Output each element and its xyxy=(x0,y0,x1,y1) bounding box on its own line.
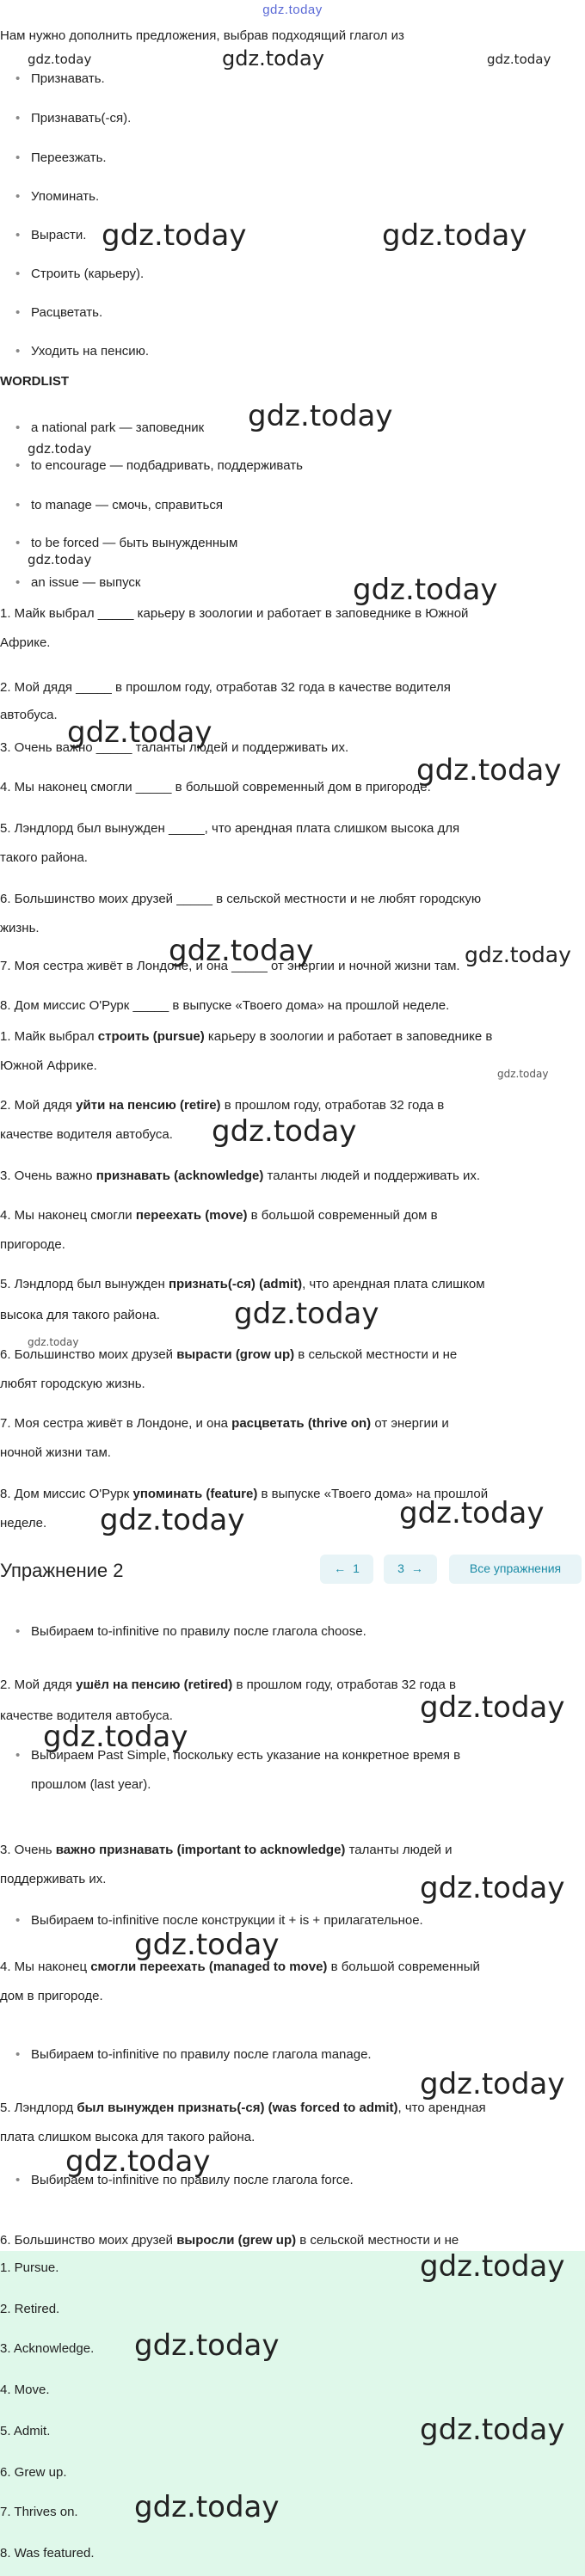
watermark: gdz.today xyxy=(399,1496,545,1530)
solution-line: 8. Дом миссис О'Рурк упоминать (feature) в выпуске «Твоего дома» на прошлой xyxy=(0,1487,489,1501)
solution-line: Южной Африке. xyxy=(0,1058,97,1073)
watermark: gdz.today xyxy=(28,441,92,457)
solution-line: 4. Мы наконец смогли переехать (move) в большой современный дом в xyxy=(0,1208,438,1223)
watermark: gdz.today xyxy=(100,1503,245,1537)
watermark: gdz.today xyxy=(420,2249,565,2284)
watermark: gdz.today xyxy=(420,2413,565,2447)
watermark: gdz.today xyxy=(420,1871,565,1905)
solution-line: любят городскую жизнь. xyxy=(0,1377,145,1391)
answer-item: 3. Acknowledge. xyxy=(0,2341,95,2356)
list-item: • a national park — заповедник xyxy=(31,418,204,438)
all-exercises-button[interactable] xyxy=(449,1555,582,1584)
answer-item: 8. Was featured. xyxy=(0,2546,95,2561)
arrow-left-icon: ← xyxy=(334,1561,347,1576)
solution-line: пригороде. xyxy=(0,1237,65,1252)
watermark: gdz.today xyxy=(67,715,212,750)
watermark: gdz.today xyxy=(134,2490,280,2524)
watermark: gdz.today xyxy=(420,2067,565,2101)
solution-line: 1. Майк выбрал строить (pursue) карьеру в зоологии и работает в заповеднике в xyxy=(0,1029,493,1044)
list-item: • Уходить на пенсию. xyxy=(31,341,149,361)
intro-text: Нам нужно дополнить предложения, выбрав подходящий глагол из xyxy=(0,28,404,43)
task-line: 4. Мы наконец смогли _____ в большой современный дом в пригороде. xyxy=(0,780,431,794)
watermark: gdz.today xyxy=(169,934,314,968)
site-logo[interactable]: gdz.today xyxy=(262,3,323,17)
watermark: gdz.today xyxy=(134,1928,280,1962)
list-item: • Упоминать. xyxy=(31,187,99,206)
answer-item: 6. Grew up. xyxy=(0,2465,67,2480)
explanation-line: 2. Мой дядя ушёл на пенсию (retired) в прошлом году, отработав 32 года в xyxy=(0,1677,457,1692)
list-item: • Строить (карьеру). xyxy=(31,264,144,284)
next-exercise-button[interactable] xyxy=(384,1555,437,1584)
list-item: • Признавать. xyxy=(31,69,105,89)
list-item: • Признавать(-ся). xyxy=(31,108,131,128)
watermark: gdz.today xyxy=(487,52,551,67)
explanation-line: 6. Большинство моих друзей выросли (grew up) в сельской местности и не xyxy=(0,2233,459,2248)
solution-line: 3. Очень важно признавать (acknowledge) таланты людей и поддерживать их. xyxy=(0,1168,481,1183)
watermark: gdz.today xyxy=(416,753,562,788)
solution-line: высока для такого района. xyxy=(0,1308,160,1322)
solution-line: 2. Мой дядя уйти на пенсию (retire) в прошлом году, отработав 32 года в xyxy=(0,1098,445,1113)
wordlist-title: WORDLIST xyxy=(0,374,69,389)
watermark: gdz.today xyxy=(234,1297,379,1331)
task-line: 3. Очень важно _____ таланты людей и поддерживать их. xyxy=(0,740,349,755)
watermark: gdz.today xyxy=(248,399,393,433)
watermark: gdz.today xyxy=(28,1336,79,1348)
solution-line: неделе. xyxy=(0,1516,47,1530)
task-line: Африке. xyxy=(0,635,51,650)
explanation-line: 5. Лэндлорд был вынужден признать(-ся) (was forced to admit), что арендная xyxy=(0,2101,486,2115)
task-line: 5. Лэндлорд был вынужден _____, что арендная плата слишком высока для xyxy=(0,821,460,836)
watermark: gdz.today xyxy=(28,552,92,567)
explanation-item: • Выбираем to-infinitive по правилу после глагола choose. xyxy=(31,1622,366,1641)
task-line: жизнь. xyxy=(0,921,40,935)
solution-line: 5. Лэндлорд был вынужден признать(-ся) (admit), что арендная плата слишком xyxy=(0,1277,485,1291)
list-item: • to encourage — подбадривать, поддерживать xyxy=(31,456,303,475)
watermark: gdz.today xyxy=(102,218,247,253)
prev-exercise-button[interactable] xyxy=(320,1555,373,1584)
answer-item: 5. Admit. xyxy=(0,2424,51,2438)
all-exercises-label: Все упражнения xyxy=(469,1561,562,1576)
explanation-line: дом в пригороде. xyxy=(0,1989,103,2003)
exercise-title: Упражнение 2 xyxy=(0,1560,124,1581)
solution-line: 7. Моя сестра живёт в Лондоне, и она расцветать (thrive on) от энергии и xyxy=(0,1416,449,1431)
watermark: gdz.today xyxy=(465,942,571,967)
explanation-line: 4. Мы наконец смогли переехать (managed to move) в большой современный xyxy=(0,1960,480,1974)
task-line: автобуса. xyxy=(0,708,58,722)
explanation-line: плата слишком высока для такого района. xyxy=(0,2130,256,2144)
explanation-line: 3. Очень важно признавать (important to acknowledge) таланты людей и xyxy=(0,1843,453,1857)
solution-line: качестве водителя автобуса. xyxy=(0,1127,173,1142)
solution-line: ночной жизни там. xyxy=(0,1445,111,1460)
explanation-item: • Выбираем to-infinitive после конструкции it + is + прилагательное. xyxy=(31,1911,423,1930)
watermark: gdz.today xyxy=(43,1720,188,1754)
task-line: 8. Дом миссис О'Рурк _____ в выпуске «Твоего дома» на прошлой неделе. xyxy=(0,998,450,1013)
watermark: gdz.today xyxy=(353,573,498,607)
arrow-right-icon: → xyxy=(410,1561,423,1576)
watermark: gdz.today xyxy=(222,46,324,71)
task-line: такого района. xyxy=(0,850,88,865)
answer-item: 1. Pursue. xyxy=(0,2260,59,2275)
watermark: gdz.today xyxy=(65,2144,211,2179)
solution-line: 6. Большинство моих друзей вырасти (grow up) в сельской местности и не xyxy=(0,1347,458,1362)
answer-item: 7. Thrives on. xyxy=(0,2505,78,2519)
watermark: gdz.today xyxy=(382,218,527,253)
list-item: • an issue — выпуск xyxy=(31,573,140,592)
explanation-line: прошлом (last year). xyxy=(31,1777,151,1792)
task-line: 2. Мой дядя _____ в прошлом году, отработав 32 года в качестве водителя xyxy=(0,680,451,695)
explanation-item: • Выбираем to-infinitive по правилу после глагола force. xyxy=(31,2170,354,2190)
task-line: 7. Моя сестра живёт в Лондоне, и она _____ от энергии и ночной жизни там. xyxy=(0,959,460,973)
list-item: • Вырасти. xyxy=(31,225,86,245)
prev-exercise-label: 1 xyxy=(353,1561,360,1576)
list-item: • to manage — смочь, справиться xyxy=(31,495,223,515)
task-line: 6. Большинство моих друзей _____ в сельской местности и не любят городскую xyxy=(0,892,482,906)
watermark: gdz.today xyxy=(134,2328,280,2363)
watermark: gdz.today xyxy=(28,52,92,67)
explanation-item: • Выбираем to-infinitive по правилу после глагола manage. xyxy=(31,2045,372,2064)
answer-item: 4. Move. xyxy=(0,2383,50,2397)
explanation-line: поддерживать их. xyxy=(0,1872,107,1886)
watermark: gdz.today xyxy=(212,1114,357,1149)
list-item: • Расцветать. xyxy=(31,303,102,322)
watermark: gdz.today xyxy=(497,1068,549,1080)
watermark: gdz.today xyxy=(420,1690,565,1725)
task-line: 1. Майк выбрал _____ карьеру в зоологии и работает в заповеднике в Южной xyxy=(0,606,469,621)
explanation-item: • Выбираем Past Simple, поскольку есть указание на конкретное время в xyxy=(31,1745,460,1765)
list-item: • Переезжать. xyxy=(31,148,107,168)
explanation-line: качестве водителя автобуса. xyxy=(0,1708,173,1723)
next-exercise-label: 3 xyxy=(397,1561,404,1576)
list-item: • to be forced — быть вынужденным xyxy=(31,533,237,553)
answer-item: 2. Retired. xyxy=(0,2302,60,2316)
